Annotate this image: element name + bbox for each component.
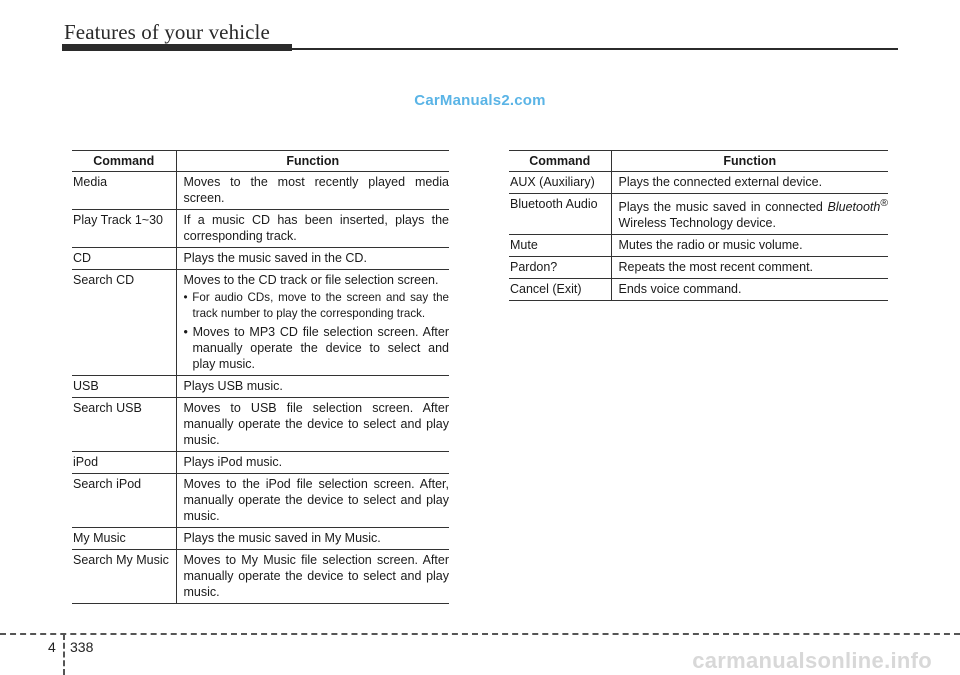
function-cell: Plays the connected external device. <box>611 172 888 194</box>
function-cell: Moves to the iPod file selection screen. After, manually operate the device to select and play music. <box>176 474 449 528</box>
bluetooth-trademark: Bluetooth <box>827 200 881 215</box>
table-row <box>509 194 888 235</box>
table-row <box>72 528 449 550</box>
function-cell <box>611 194 888 235</box>
function-cell: Ends voice command. <box>611 279 888 301</box>
table-row <box>72 248 449 270</box>
voice-command-table-left <box>72 150 449 604</box>
function-cell: Moves to USB file selection screen. After manually operate the device to select and play music. <box>176 398 449 452</box>
header-rule-thin <box>62 48 898 50</box>
command-cell: AUX (Auxiliary) <box>509 172 611 194</box>
voice-command-table-right <box>509 150 888 301</box>
table-row <box>72 452 449 474</box>
function-text: Moves to the CD track or file selection screen. <box>183 273 439 287</box>
command-cell: Cancel (Exit) <box>509 279 611 301</box>
command-cell: Mute <box>509 235 611 257</box>
column-header-command: Command <box>72 151 176 172</box>
command-cell: USB <box>72 376 176 398</box>
table-row <box>72 398 449 452</box>
table-row <box>72 270 449 376</box>
footer-dashed-rule <box>0 633 960 635</box>
command-cell: Search CD <box>72 270 176 376</box>
watermark-bottom: carmanualsonline.info <box>692 648 932 673</box>
function-cell: Plays the music saved in My Music. <box>176 528 449 550</box>
function-cell: Moves to My Music file selection screen. After manually operate the device to select and play music. <box>176 550 449 604</box>
column-header-function: Function <box>176 151 449 172</box>
function-cell: Plays iPod music. <box>176 452 449 474</box>
watermark-top: CarManuals2.com <box>414 92 546 109</box>
page-number: 338 <box>70 639 94 655</box>
command-cell: Play Track 1~30 <box>72 210 176 248</box>
table-row <box>72 376 449 398</box>
column-header-function: Function <box>611 151 888 172</box>
function-cell: Plays the music saved in the CD. <box>176 248 449 270</box>
bullet-item: • Moves to MP3 CD file selection screen. After manually operate the device to select and play music. <box>183 325 449 371</box>
function-cell: Moves to the most recently played media screen. <box>176 172 449 210</box>
function-cell: Plays USB music. <box>176 376 449 398</box>
function-text: Wireless Technology device. <box>618 216 776 231</box>
function-cell: If a music CD has been inserted, plays the corresponding track. <box>176 210 449 248</box>
table-row <box>72 474 449 528</box>
function-cell <box>176 270 449 376</box>
command-cell: My Music <box>72 528 176 550</box>
function-cell: Repeats the most recent comment. <box>611 257 888 279</box>
command-cell: Media <box>72 172 176 210</box>
command-cell: Bluetooth Audio <box>509 194 611 235</box>
command-cell: Search iPod <box>72 474 176 528</box>
page-section-title: Features of your vehicle <box>64 20 270 44</box>
table-header-row <box>72 151 449 172</box>
footer-dashed-divider <box>63 634 65 675</box>
chapter-number: 4 <box>48 639 56 655</box>
table-row <box>509 235 888 257</box>
table-row <box>72 172 449 210</box>
command-cell: Search My Music <box>72 550 176 604</box>
registered-mark: ® <box>880 198 888 209</box>
command-cell: Search USB <box>72 398 176 452</box>
command-cell: Pardon? <box>509 257 611 279</box>
table-row <box>509 172 888 194</box>
command-cell: iPod <box>72 452 176 474</box>
table-row <box>509 257 888 279</box>
table-row <box>72 550 449 604</box>
function-text: Plays the music saved in connected <box>618 200 828 215</box>
table-row <box>509 279 888 301</box>
command-cell: CD <box>72 248 176 270</box>
table-row <box>72 210 449 248</box>
bullet-item: • For audio CDs, move to the screen and say the track number to play the corresponding track. <box>183 291 449 320</box>
table-header-row <box>509 151 888 172</box>
column-header-command: Command <box>509 151 611 172</box>
function-cell: Mutes the radio or music volume. <box>611 235 888 257</box>
